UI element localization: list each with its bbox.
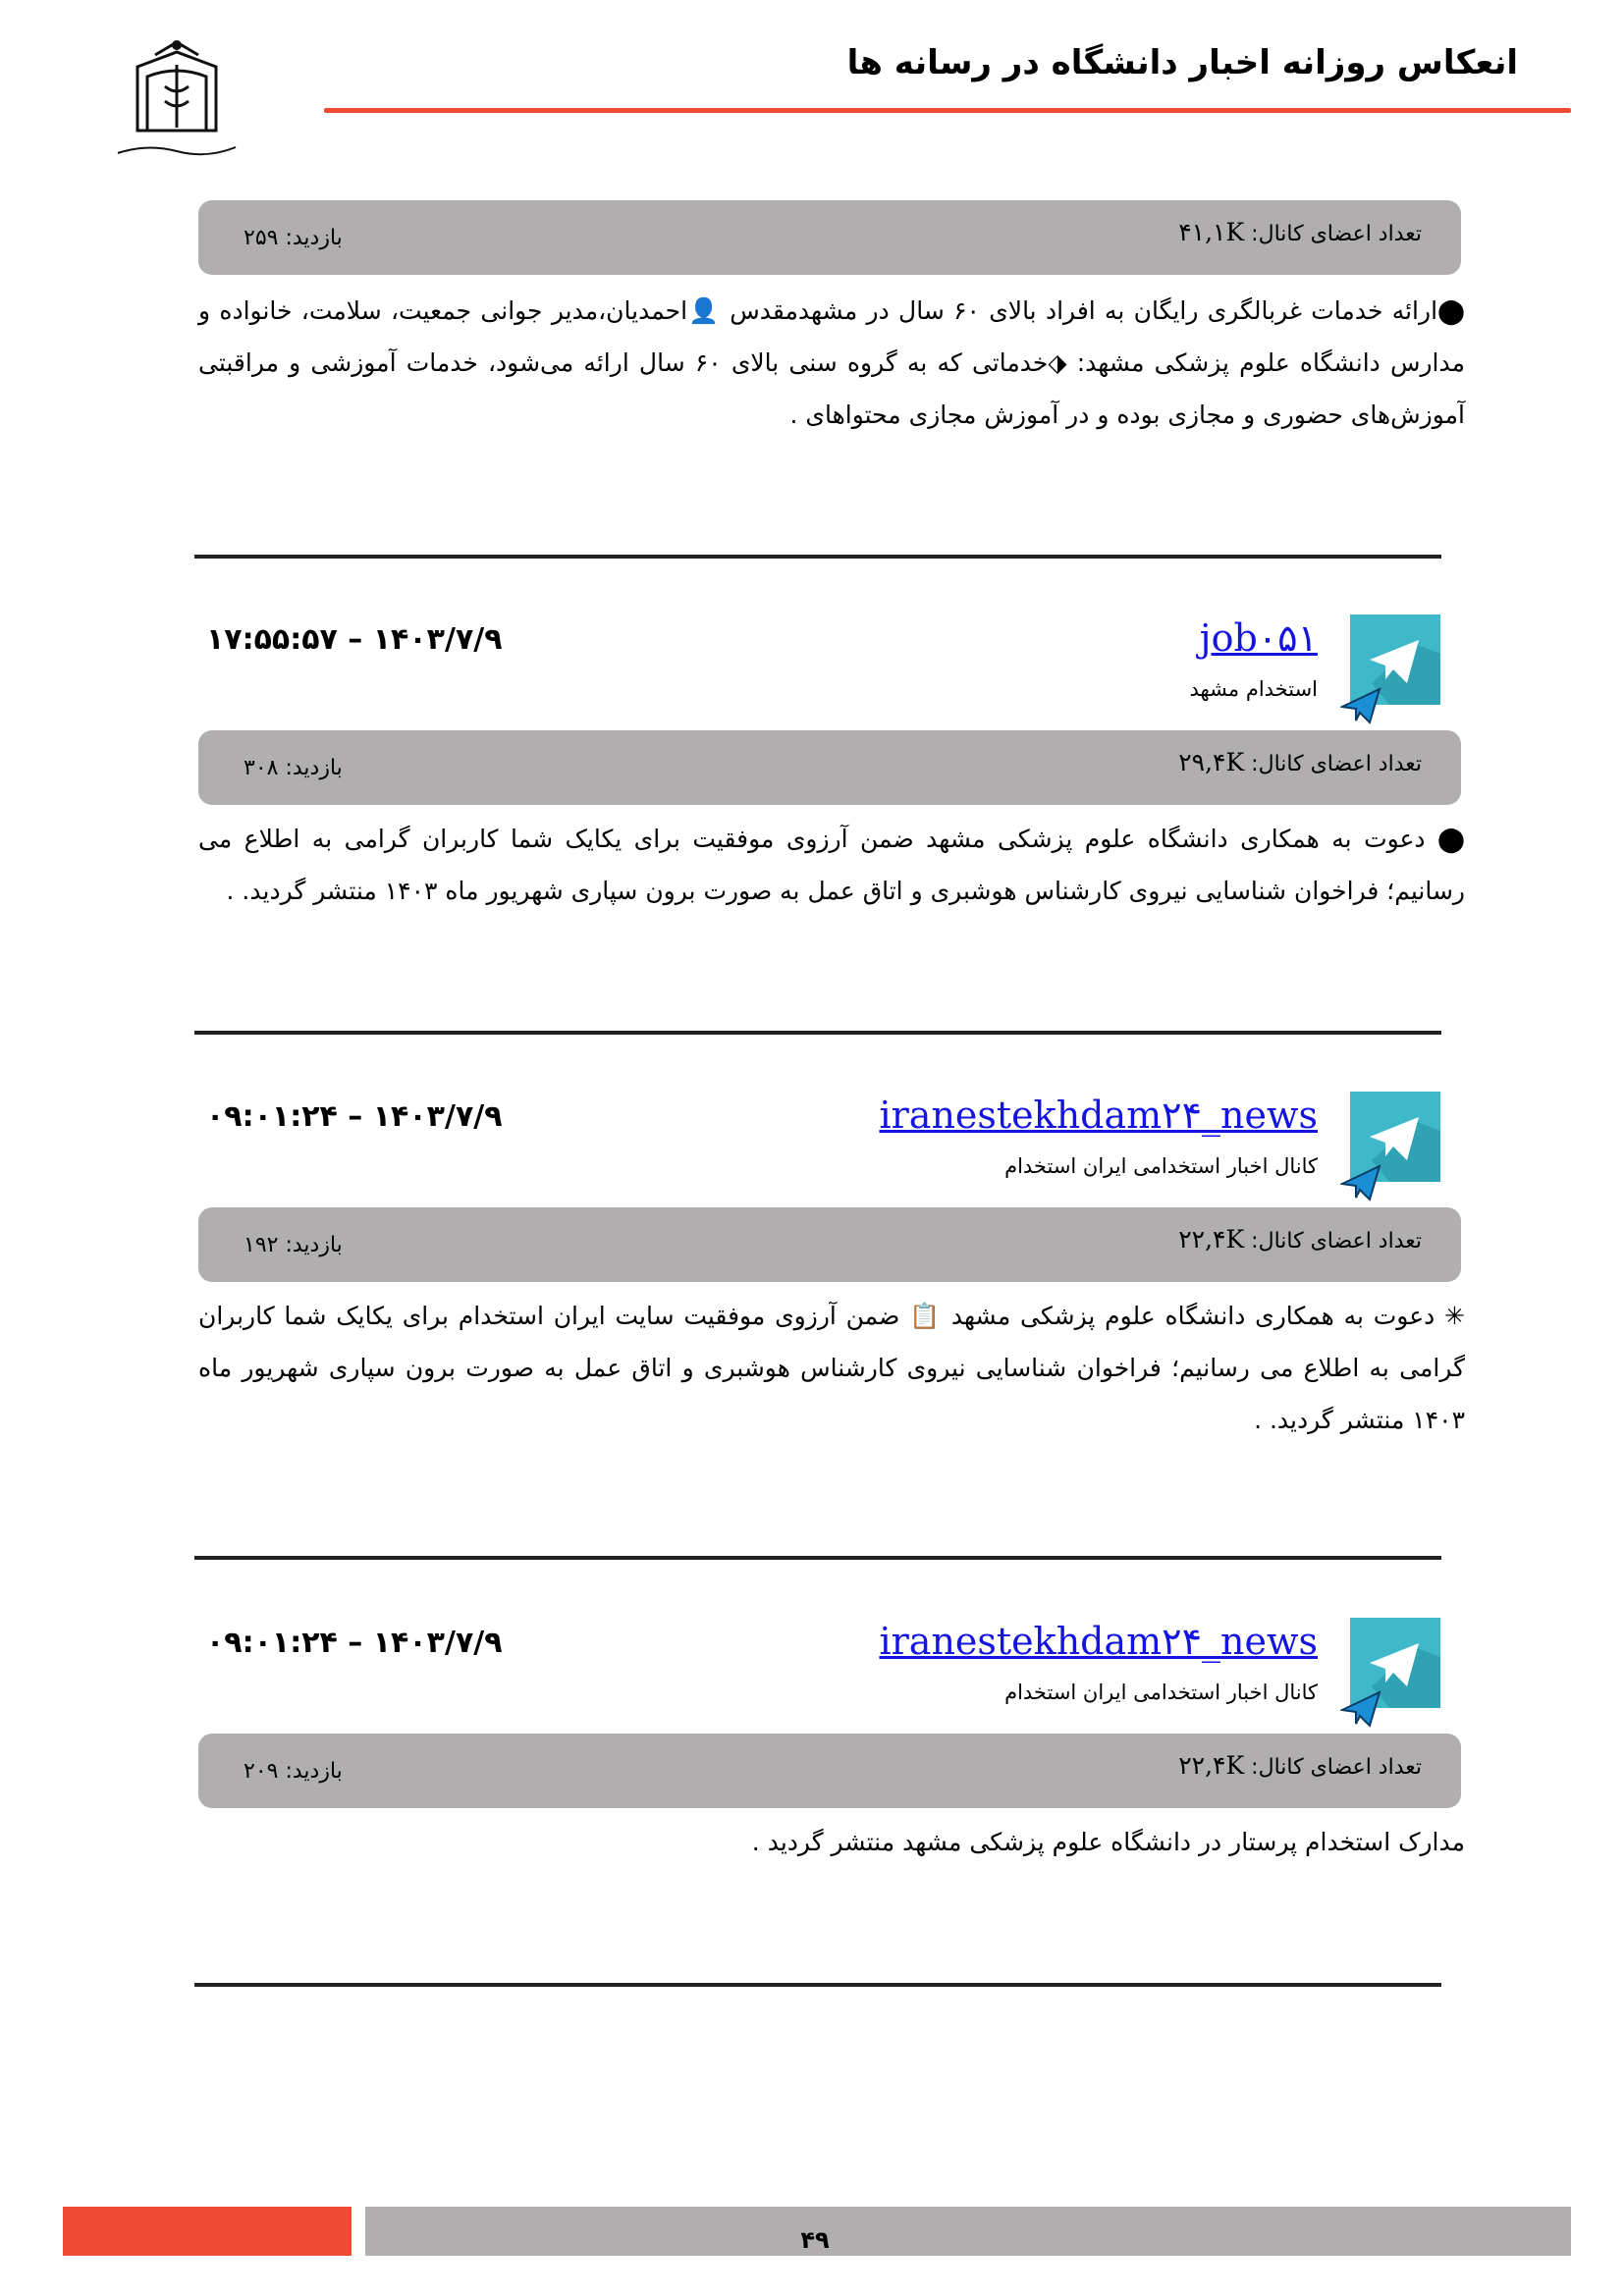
- members-count: تعداد اعضای کانال: ۴۱,۱K: [1178, 218, 1422, 246]
- view-count: بازدید: ۱۹۲: [244, 1233, 343, 1257]
- view-count: بازدید: ۳۰۸: [244, 756, 343, 780]
- post-text: ⬤ دعوت به همکاری دانشگاه علوم پزشکی مشهد ضمن آرزوی موفقیت برای یکایک شما کاربران گرامی به اطلاع می رسانیم؛ فراخوان شناسایی نیروی کارشناس هوشبری و اتاق عمل به صورت برون سپاری شهریور ماه ۱۴۰۳ منتشر گردید. .: [198, 825, 1465, 905]
- section-divider: [194, 1556, 1441, 1560]
- page-title: انعکاس روزانه اخبار دانشگاه در رسانه ها: [846, 43, 1518, 82]
- channel-link[interactable]: job۰۵۱: [1199, 616, 1318, 660]
- telegram-plane-icon: [1340, 687, 1381, 724]
- header-divider: [324, 108, 1571, 113]
- channel-subtitle: استخدام مشهد: [1189, 677, 1318, 701]
- section-divider: [194, 1983, 1441, 1987]
- section-divider: [194, 1031, 1441, 1035]
- channel-stats-bar: [198, 1734, 1461, 1808]
- post-text: ✳ دعوت به همکاری دانشگاه علوم پزشکی مشهد 📋 ضمن آرزوی موفقیت سایت ایران استخدام برای یکایک شما کاربران گرامی به اطلاع می رسانیم؛ فراخوان شناسایی نیروی کارشناس هوشبری و اتاق عمل به صورت برون سپاری شهریور ماه ۱۴۰۳ منتشر گردید. .: [198, 1302, 1465, 1434]
- post-datetime: ۱۴۰۳/۷/۹ – ۰۹:۰۱:۲۴: [206, 1626, 503, 1660]
- channel-subtitle: کانال اخبار استخدامی ایران استخدام: [1004, 1154, 1318, 1178]
- channel-stats-bar: [198, 1207, 1461, 1282]
- channel-link[interactable]: iranestekhdam۲۴_news: [879, 1620, 1318, 1663]
- university-logo: [108, 37, 245, 165]
- section-divider: [194, 555, 1441, 559]
- footer-accent-bar: [63, 2207, 352, 2256]
- post-text: ⬤ارائه خدمات غربالگری رایگان به افراد بالای ۶۰ سال در مشهدمقدس 👤احمدیان،مدیر جوانی جمعیت، سلامت، خانواده و مدارس دانشگاه علوم پزشکی مشهد: ⬗خدماتی که به گروه سنی بالای ۶۰ سال ارائه می‌شود، خدمات آموزشی و مراقبتی آموزش‌های حضوری و مجازی بوده و در آموزش مجازی محتواهای .: [198, 296, 1465, 429]
- post-text: مدارک استخدام پرستار در دانشگاه علوم پزشکی مشهد منتشر گردید .: [751, 1828, 1465, 1856]
- members-count: تعداد اعضای کانال: ۲۹,۴K: [1178, 748, 1422, 776]
- members-count: تعداد اعضای کانال: ۲۲,۴K: [1178, 1751, 1422, 1780]
- post-datetime: ۱۴۰۳/۷/۹ – ۱۷:۵۵:۵۷: [206, 622, 503, 657]
- channel-stats-bar: [198, 730, 1461, 805]
- channel-stats-bar: [198, 200, 1461, 275]
- view-count: بازدید: ۲۰۹: [244, 1759, 343, 1784]
- telegram-plane-icon: [1340, 1690, 1381, 1728]
- page-number: ۴۹: [800, 2226, 830, 2254]
- channel-link[interactable]: iranestekhdam۲۴_news: [879, 1094, 1318, 1137]
- members-count: تعداد اعضای کانال: ۲۲,۴K: [1178, 1225, 1422, 1254]
- post-datetime: ۱۴۰۳/۷/۹ – ۰۹:۰۱:۲۴: [206, 1099, 503, 1134]
- footer-bar: [365, 2207, 1571, 2256]
- channel-subtitle: کانال اخبار استخدامی ایران استخدام: [1004, 1681, 1318, 1704]
- view-count: بازدید: ۲۵۹: [244, 226, 343, 250]
- telegram-plane-icon: [1340, 1164, 1381, 1201]
